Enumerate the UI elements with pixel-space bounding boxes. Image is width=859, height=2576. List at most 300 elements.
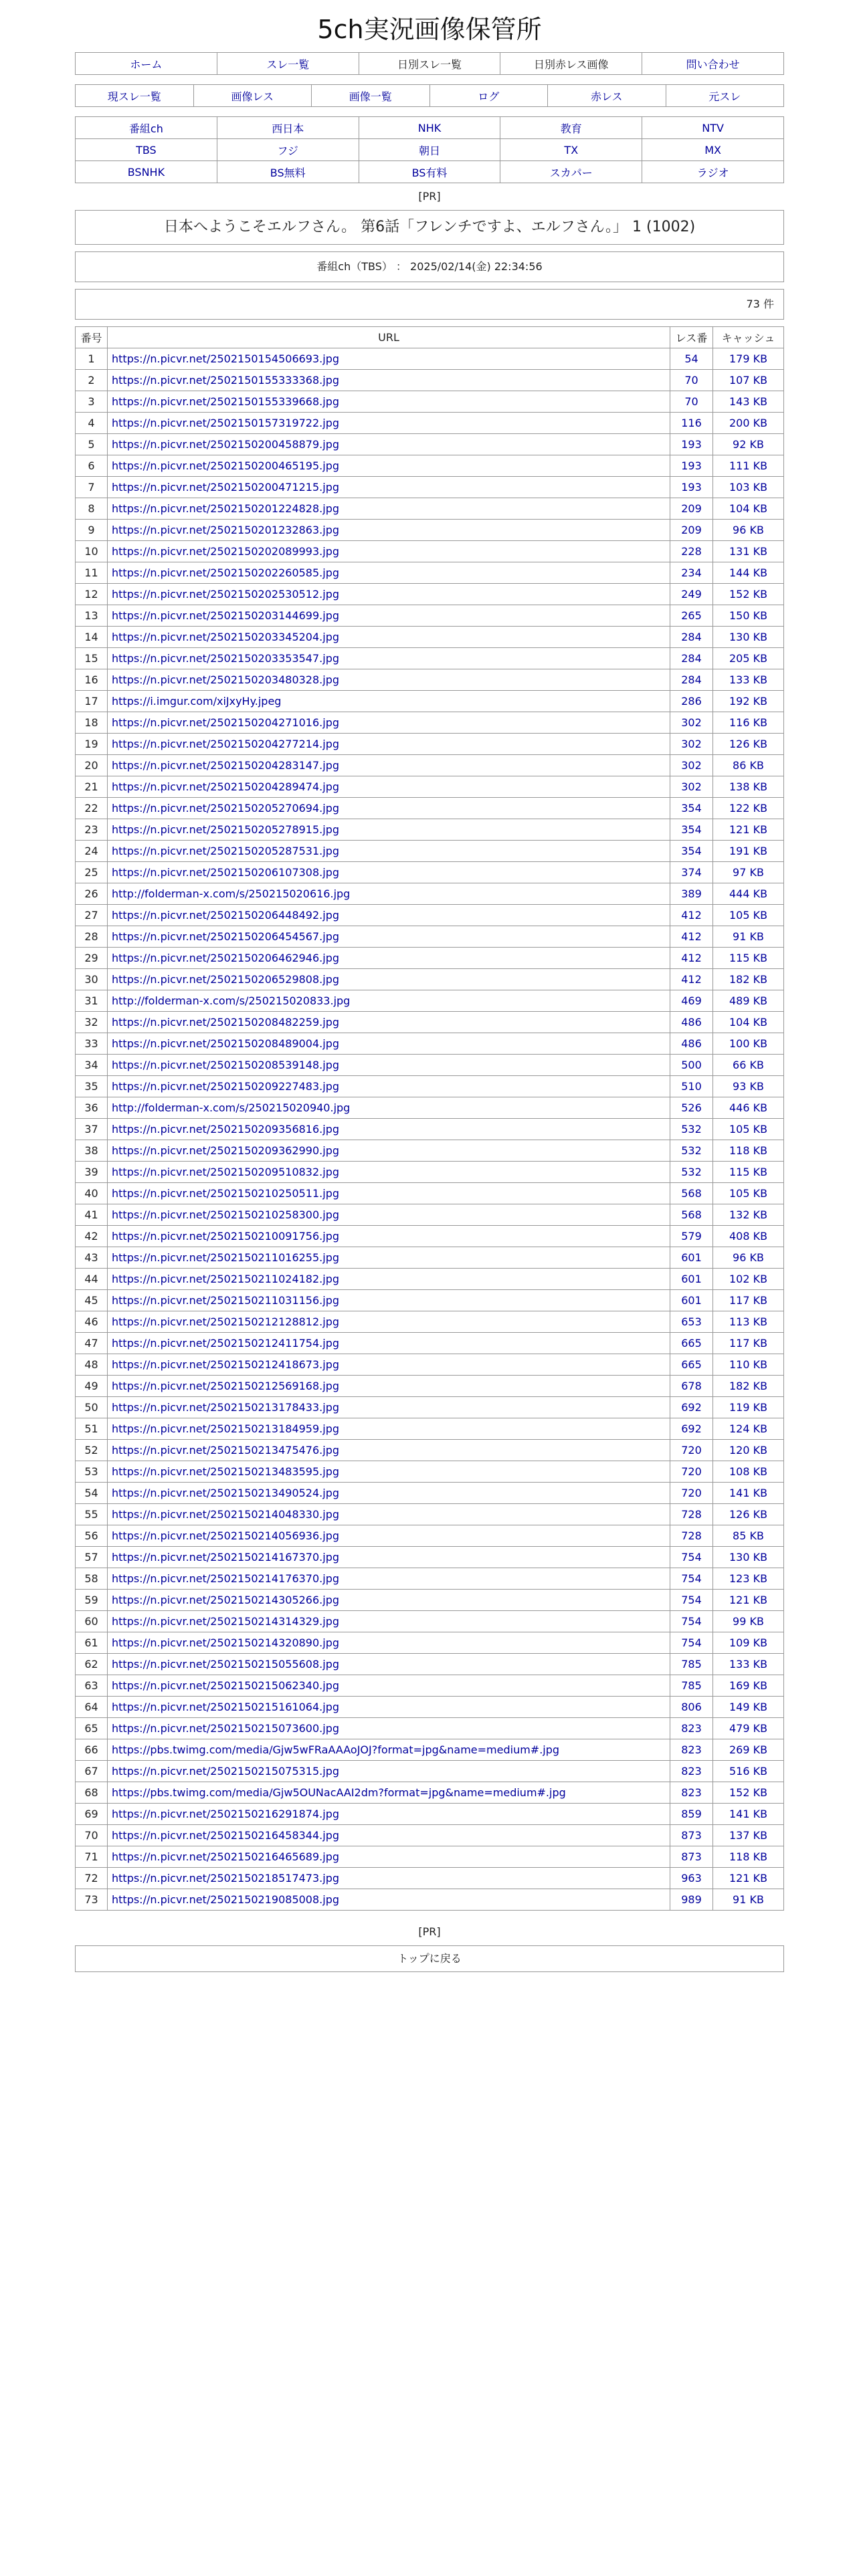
- res-number-link[interactable]: 754: [681, 1551, 702, 1564]
- res-number-link[interactable]: 389: [681, 887, 702, 900]
- table-row: [76, 413, 784, 434]
- image-url-link[interactable]: https://n.picvr.net/2502150209510832.jpg: [112, 1166, 340, 1178]
- channel-link[interactable]: 教育: [560, 122, 582, 135]
- res-number-link[interactable]: 692: [681, 1401, 702, 1414]
- row-res-cell: [670, 669, 713, 691]
- nav2-cell: [76, 85, 194, 107]
- image-url-link[interactable]: https://n.picvr.net/2502150202530512.jpg: [112, 588, 340, 601]
- res-number-link[interactable]: 785: [681, 1679, 702, 1692]
- nav1-item-5[interactable]: 問い合わせ: [686, 58, 740, 71]
- res-number-link[interactable]: 469: [681, 994, 702, 1007]
- row-number: 8: [76, 498, 108, 520]
- nav2-cell: [548, 85, 666, 107]
- cache-size-link[interactable]: 93 KB: [733, 1080, 764, 1093]
- channel-link[interactable]: MX: [704, 143, 721, 156]
- image-url-link[interactable]: https://n.picvr.net/2502150206529808.jpg: [112, 973, 340, 986]
- image-url-link[interactable]: https://n.picvr.net/2502150214314329.jpg: [112, 1615, 340, 1628]
- res-number-link[interactable]: 532: [681, 1123, 702, 1136]
- image-url-link[interactable]: https://n.picvr.net/2502150216458344.jpg: [112, 1829, 340, 1842]
- res-number-link[interactable]: 720: [681, 1487, 702, 1499]
- res-number-link[interactable]: 754: [681, 1572, 702, 1585]
- image-url-link[interactable]: https://n.picvr.net/2502150212128812.jpg: [112, 1315, 340, 1328]
- res-number-link[interactable]: 70: [684, 395, 698, 408]
- channel-link[interactable]: BS無料: [270, 166, 306, 179]
- row-res-cell: [670, 1440, 713, 1461]
- cache-size-link[interactable]: 105 KB: [729, 1123, 768, 1136]
- cache-size-link[interactable]: 111 KB: [729, 459, 768, 472]
- nav2-item-4[interactable]: ログ: [478, 90, 500, 103]
- cache-size-link[interactable]: 133 KB: [729, 673, 768, 686]
- image-url-link[interactable]: https://n.picvr.net/2502150155333368.jpg: [112, 374, 340, 387]
- nav2-item-5[interactable]: 赤レス: [590, 90, 623, 103]
- nav2-item-2[interactable]: 画像レス: [231, 90, 274, 103]
- cache-size-link[interactable]: 269 KB: [729, 1743, 768, 1756]
- image-url-link[interactable]: http://folderman-x.com/s/250215020616.jpg: [112, 887, 351, 900]
- image-url-link[interactable]: https://n.picvr.net/2502150213490524.jpg: [112, 1487, 340, 1499]
- row-res-cell: [670, 413, 713, 434]
- res-number-link[interactable]: 823: [681, 1722, 702, 1735]
- image-url-link[interactable]: https://n.picvr.net/2502150202260585.jpg: [112, 566, 340, 579]
- cache-size-link[interactable]: 192 KB: [729, 695, 768, 708]
- image-url-link[interactable]: https://n.picvr.net/2502150204289474.jpg: [112, 780, 340, 793]
- channel-link[interactable]: スカパー: [549, 166, 593, 179]
- cache-size-link[interactable]: 200 KB: [729, 417, 768, 429]
- row-url-cell: [108, 348, 670, 370]
- table-row: [76, 1097, 784, 1119]
- image-url-link[interactable]: https://n.picvr.net/2502150200471215.jpg: [112, 481, 340, 494]
- back-to-top-link[interactable]: トップに戻る: [397, 1952, 462, 1965]
- res-number-link[interactable]: 302: [681, 759, 702, 772]
- row-number: 70: [76, 1825, 108, 1846]
- image-url-link[interactable]: https://n.picvr.net/2502150203345204.jpg: [112, 631, 340, 643]
- cache-size-link[interactable]: 118 KB: [729, 1144, 768, 1157]
- cache-size-link[interactable]: 121 KB: [729, 823, 768, 836]
- nav1-cell: [642, 53, 784, 75]
- res-number-link[interactable]: 302: [681, 716, 702, 729]
- channel-link[interactable]: NTV: [702, 121, 724, 134]
- res-number-link[interactable]: 284: [681, 652, 702, 665]
- cache-size-link[interactable]: 104 KB: [729, 1016, 768, 1029]
- image-url-link[interactable]: https://n.picvr.net/2502150206462946.jpg: [112, 952, 340, 964]
- cache-size-link[interactable]: 85 KB: [733, 1529, 764, 1542]
- res-number-link[interactable]: 692: [681, 1422, 702, 1435]
- row-number: 53: [76, 1461, 108, 1483]
- table-row: [76, 1825, 784, 1846]
- image-url-link[interactable]: https://n.picvr.net/2502150215055608.jpg: [112, 1658, 340, 1671]
- image-url-link[interactable]: https://n.picvr.net/2502150205278915.jpg: [112, 823, 340, 836]
- res-number-link[interactable]: 193: [681, 438, 702, 451]
- row-number: 14: [76, 627, 108, 648]
- cache-size-link[interactable]: 408 KB: [729, 1230, 768, 1243]
- cache-size-link[interactable]: 96 KB: [733, 524, 764, 536]
- image-url-link[interactable]: https://n.picvr.net/2502150206107308.jpg: [112, 866, 340, 879]
- cache-size-link[interactable]: 115 KB: [729, 952, 768, 964]
- row-res-cell: [670, 969, 713, 990]
- image-url-link[interactable]: https://n.picvr.net/2502150214167370.jpg: [112, 1551, 340, 1564]
- res-number-link[interactable]: 989: [681, 1893, 702, 1906]
- image-url-link[interactable]: https://n.picvr.net/2502150216291874.jpg: [112, 1808, 340, 1820]
- image-url-link[interactable]: https://n.picvr.net/2502150211024182.jpg: [112, 1273, 340, 1285]
- image-url-link[interactable]: https://n.picvr.net/2502150215062340.jpg: [112, 1679, 340, 1692]
- cache-size-link[interactable]: 91 KB: [733, 930, 764, 943]
- image-url-link[interactable]: https://n.picvr.net/2502150205287531.jpg: [112, 845, 340, 857]
- nav1-item-4[interactable]: 日別赤レス画像: [534, 58, 609, 71]
- res-number-link[interactable]: 354: [681, 845, 702, 857]
- res-number-link[interactable]: 823: [681, 1765, 702, 1778]
- res-number-link[interactable]: 754: [681, 1636, 702, 1649]
- res-number-link[interactable]: 568: [681, 1208, 702, 1221]
- image-url-link[interactable]: https://n.picvr.net/2502150214176370.jpg: [112, 1572, 340, 1585]
- nav1-item-3[interactable]: 日別スレ一覧: [397, 58, 462, 71]
- res-number-link[interactable]: 70: [684, 374, 698, 387]
- res-number-link[interactable]: 859: [681, 1808, 702, 1820]
- table-row: [76, 1204, 784, 1226]
- image-url-link[interactable]: https://n.picvr.net/2502150215073600.jpg: [112, 1722, 340, 1735]
- row-cache-cell: [713, 1804, 784, 1825]
- cache-size-link[interactable]: 117 KB: [729, 1294, 768, 1307]
- res-number-link[interactable]: 249: [681, 588, 702, 601]
- cache-size-link[interactable]: 130 KB: [729, 631, 768, 643]
- image-url-link[interactable]: https://n.picvr.net/2502150206454567.jpg: [112, 930, 340, 943]
- res-number-link[interactable]: 665: [681, 1358, 702, 1371]
- image-url-link[interactable]: https://n.picvr.net/2502150203353547.jpg: [112, 652, 340, 665]
- row-url-cell: [108, 969, 670, 990]
- res-number-link[interactable]: 963: [681, 1872, 702, 1885]
- cache-size-link[interactable]: 191 KB: [729, 845, 768, 857]
- res-number-link[interactable]: 653: [681, 1315, 702, 1328]
- res-number-link[interactable]: 209: [681, 502, 702, 515]
- row-res-cell: [670, 990, 713, 1012]
- image-url-link[interactable]: https://n.picvr.net/2502150201232863.jpg: [112, 524, 340, 536]
- res-number-link[interactable]: 678: [681, 1380, 702, 1392]
- res-number-link[interactable]: 532: [681, 1144, 702, 1157]
- table-row: [76, 370, 784, 391]
- row-cache-cell: [713, 477, 784, 498]
- cache-size-link[interactable]: 117 KB: [729, 1337, 768, 1350]
- row-number: 42: [76, 1226, 108, 1247]
- image-url-link[interactable]: https://n.picvr.net/2502150210250511.jpg: [112, 1187, 340, 1200]
- cache-size-link[interactable]: 133 KB: [729, 1658, 768, 1671]
- res-number-link[interactable]: 754: [681, 1594, 702, 1606]
- channel-link[interactable]: TBS: [136, 143, 157, 156]
- cache-size-link[interactable]: 122 KB: [729, 802, 768, 815]
- channel-link[interactable]: NHK: [417, 121, 442, 134]
- image-url-link[interactable]: https://n.picvr.net/2502150214048330.jpg: [112, 1508, 340, 1521]
- cache-size-link[interactable]: 152 KB: [729, 588, 768, 601]
- res-number-link[interactable]: 728: [681, 1508, 702, 1521]
- cache-size-link[interactable]: 121 KB: [729, 1872, 768, 1885]
- row-cache-cell: [713, 883, 784, 905]
- row-res-cell: [670, 1804, 713, 1825]
- cache-size-link[interactable]: 489 KB: [729, 994, 768, 1007]
- site-title[interactable]: 5ch実況画像保管所: [317, 15, 542, 44]
- image-url-link[interactable]: https://n.picvr.net/2502150213475476.jpg: [112, 1444, 340, 1457]
- table-row: [76, 1568, 784, 1590]
- row-url-cell: [108, 862, 670, 883]
- res-number-link[interactable]: 412: [681, 952, 702, 964]
- res-number-link[interactable]: 665: [681, 1337, 702, 1350]
- res-number-link[interactable]: 302: [681, 738, 702, 750]
- image-url-link[interactable]: https://n.picvr.net/2502150215161064.jpg: [112, 1701, 340, 1713]
- image-url-link[interactable]: https://n.picvr.net/2502150213483595.jpg: [112, 1465, 340, 1478]
- header-res: レス番: [670, 327, 713, 348]
- row-res-cell: [670, 477, 713, 498]
- image-url-link[interactable]: https://n.picvr.net/2502150214320890.jpg: [112, 1636, 340, 1649]
- image-url-link[interactable]: https://n.picvr.net/2502150214305266.jpg: [112, 1594, 340, 1606]
- res-number-link[interactable]: 284: [681, 673, 702, 686]
- image-url-link[interactable]: https://n.picvr.net/2502150204271016.jpg: [112, 716, 340, 729]
- res-number-link[interactable]: 728: [681, 1529, 702, 1542]
- image-url-link[interactable]: https://n.picvr.net/2502150204283147.jpg: [112, 759, 340, 772]
- res-number-link[interactable]: 284: [681, 631, 702, 643]
- res-number-link[interactable]: 601: [681, 1251, 702, 1264]
- nav2-item-3[interactable]: 画像一覧: [349, 90, 392, 103]
- image-url-link[interactable]: https://n.picvr.net/2502150200458879.jpg: [112, 438, 340, 451]
- res-number-link[interactable]: 228: [681, 545, 702, 558]
- res-number-link[interactable]: 354: [681, 802, 702, 815]
- channel-cell: [642, 139, 784, 161]
- res-number-link[interactable]: 354: [681, 823, 702, 836]
- row-url-cell: [108, 755, 670, 776]
- res-number-link[interactable]: 116: [681, 417, 702, 429]
- res-number-link[interactable]: 412: [681, 930, 702, 943]
- cache-size-link[interactable]: 182 KB: [729, 1380, 768, 1392]
- image-url-link[interactable]: https://n.picvr.net/2502150200465195.jpg: [112, 459, 340, 472]
- channel-link[interactable]: 朝日: [418, 144, 440, 157]
- image-url-link[interactable]: https://n.picvr.net/2502150209356816.jpg: [112, 1123, 340, 1136]
- res-number-link[interactable]: 601: [681, 1294, 702, 1307]
- channel-link[interactable]: TX: [564, 143, 579, 156]
- row-url-cell: [108, 1033, 670, 1055]
- cache-size-link[interactable]: 108 KB: [729, 1465, 768, 1478]
- image-url-link[interactable]: https://n.picvr.net/2502150208482259.jpg: [112, 1016, 340, 1029]
- cache-size-link[interactable]: 152 KB: [729, 1786, 768, 1799]
- nav1-item-1[interactable]: ホーム: [130, 58, 163, 71]
- cache-size-link[interactable]: 96 KB: [733, 1251, 764, 1264]
- table-row: [76, 584, 784, 605]
- image-url-link[interactable]: https://n.picvr.net/2502150210091756.jpg: [112, 1230, 340, 1243]
- cache-size-link[interactable]: 516 KB: [729, 1765, 768, 1778]
- cache-size-link[interactable]: 123 KB: [729, 1572, 768, 1585]
- image-url-link[interactable]: https://i.imgur.com/xiJxyHy.jpeg: [112, 695, 282, 708]
- cache-size-link[interactable]: 144 KB: [729, 566, 768, 579]
- res-number-link[interactable]: 785: [681, 1658, 702, 1671]
- row-res-cell: [670, 1012, 713, 1033]
- cache-size-link[interactable]: 137 KB: [729, 1829, 768, 1842]
- cache-size-link[interactable]: 182 KB: [729, 973, 768, 986]
- res-number-link[interactable]: 193: [681, 459, 702, 472]
- cache-size-link[interactable]: 149 KB: [729, 1701, 768, 1713]
- res-number-link[interactable]: 532: [681, 1166, 702, 1178]
- cache-size-link[interactable]: 141 KB: [729, 1808, 768, 1820]
- res-number-link[interactable]: 720: [681, 1465, 702, 1478]
- res-number-link[interactable]: 265: [681, 609, 702, 622]
- image-url-link[interactable]: https://n.picvr.net/2502150203480328.jpg: [112, 673, 340, 686]
- cache-size-link[interactable]: 105 KB: [729, 1187, 768, 1200]
- table-row: [76, 905, 784, 926]
- table-row: [76, 1889, 784, 1911]
- cache-size-link[interactable]: 91 KB: [733, 1893, 764, 1906]
- image-url-link[interactable]: https://pbs.twimg.com/media/Gjw5wFRaAAAoJOJ?format=jpg&name=medium#.jpg: [112, 1743, 560, 1756]
- cache-size-link[interactable]: 115 KB: [729, 1166, 768, 1178]
- image-url-link[interactable]: https://n.picvr.net/2502150212411754.jpg: [112, 1337, 340, 1350]
- channel-link[interactable]: フジ: [277, 144, 298, 157]
- channel-link[interactable]: BS有料: [411, 166, 448, 179]
- cache-size-link[interactable]: 104 KB: [729, 502, 768, 515]
- cache-size-link[interactable]: 126 KB: [729, 738, 768, 750]
- cache-size-link[interactable]: 121 KB: [729, 1594, 768, 1606]
- row-url-cell: [108, 434, 670, 455]
- nav1-item-2[interactable]: スレ一覧: [266, 58, 310, 71]
- res-number-link[interactable]: 234: [681, 566, 702, 579]
- image-url-link[interactable]: https://n.picvr.net/2502150205270694.jpg: [112, 802, 340, 815]
- image-url-link[interactable]: https://n.picvr.net/2502150209362990.jpg: [112, 1144, 340, 1157]
- cache-size-link[interactable]: 124 KB: [729, 1422, 768, 1435]
- nav2-item-1[interactable]: 現スレ一覧: [107, 90, 161, 103]
- cache-size-link[interactable]: 107 KB: [729, 374, 768, 387]
- image-url-link[interactable]: https://n.picvr.net/2502150157319722.jpg: [112, 417, 340, 429]
- res-number-link[interactable]: 412: [681, 909, 702, 922]
- row-number: 4: [76, 413, 108, 434]
- image-url-link[interactable]: https://n.picvr.net/2502150206448492.jpg: [112, 909, 340, 922]
- cache-size-link[interactable]: 446 KB: [729, 1101, 768, 1114]
- image-url-link[interactable]: https://n.picvr.net/2502150218517473.jpg: [112, 1872, 340, 1885]
- cache-size-link[interactable]: 102 KB: [729, 1273, 768, 1285]
- cache-size-link[interactable]: 97 KB: [733, 866, 764, 879]
- res-number-link[interactable]: 601: [681, 1273, 702, 1285]
- cache-size-link[interactable]: 100 KB: [729, 1037, 768, 1050]
- table-row: [76, 926, 784, 948]
- res-number-link[interactable]: 579: [681, 1230, 702, 1243]
- row-cache-cell: [713, 1290, 784, 1311]
- cache-size-link[interactable]: 141 KB: [729, 1487, 768, 1499]
- cache-size-link[interactable]: 169 KB: [729, 1679, 768, 1692]
- cache-size-link[interactable]: 86 KB: [733, 759, 764, 772]
- cache-size-link[interactable]: 66 KB: [733, 1059, 764, 1071]
- res-number-link[interactable]: 302: [681, 780, 702, 793]
- image-url-link[interactable]: https://n.picvr.net/2502150214056936.jpg: [112, 1529, 340, 1542]
- row-number: 63: [76, 1675, 108, 1697]
- res-number-link[interactable]: 526: [681, 1101, 702, 1114]
- cache-size-link[interactable]: 99 KB: [733, 1615, 764, 1628]
- image-url-link[interactable]: https://n.picvr.net/2502150155339668.jpg: [112, 395, 340, 408]
- image-url-link[interactable]: http://folderman-x.com/s/250215020833.jpg: [112, 994, 351, 1007]
- image-url-link[interactable]: https://n.picvr.net/2502150208539148.jpg: [112, 1059, 340, 1071]
- res-number-link[interactable]: 193: [681, 481, 702, 494]
- res-number-link[interactable]: 568: [681, 1187, 702, 1200]
- cache-size-link[interactable]: 103 KB: [729, 481, 768, 494]
- res-number-link[interactable]: 500: [681, 1059, 702, 1071]
- image-url-link[interactable]: https://n.picvr.net/2502150211031156.jpg: [112, 1294, 340, 1307]
- image-url-link[interactable]: https://n.picvr.net/2502150215075315.jpg: [112, 1765, 340, 1778]
- res-number-link[interactable]: 873: [681, 1850, 702, 1863]
- table-row: [76, 669, 784, 691]
- image-url-link[interactable]: https://n.picvr.net/2502150216465689.jpg: [112, 1850, 340, 1863]
- res-number-link[interactable]: 374: [681, 866, 702, 879]
- image-url-link[interactable]: https://n.picvr.net/2502150212569168.jpg: [112, 1380, 340, 1392]
- res-number-link[interactable]: 486: [681, 1037, 702, 1050]
- image-url-link[interactable]: https://n.picvr.net/2502150212418673.jpg: [112, 1358, 340, 1371]
- res-number-link[interactable]: 806: [681, 1701, 702, 1713]
- image-url-link[interactable]: https://n.picvr.net/2502150213178433.jpg: [112, 1401, 340, 1414]
- row-url-cell: [108, 627, 670, 648]
- image-url-link[interactable]: http://folderman-x.com/s/250215020940.jpg: [112, 1101, 351, 1114]
- row-url-cell: [108, 1675, 670, 1697]
- res-number-link[interactable]: 720: [681, 1444, 702, 1457]
- res-number-link[interactable]: 754: [681, 1615, 702, 1628]
- cache-size-link[interactable]: 143 KB: [729, 395, 768, 408]
- cache-size-link[interactable]: 109 KB: [729, 1636, 768, 1649]
- image-url-link[interactable]: https://n.picvr.net/2502150154506693.jpg: [112, 352, 340, 365]
- channel-link[interactable]: 番組ch: [128, 122, 163, 135]
- row-cache-cell: [713, 969, 784, 990]
- image-url-link[interactable]: https://n.picvr.net/2502150213184959.jpg: [112, 1422, 340, 1435]
- image-url-link[interactable]: https://n.picvr.net/2502150219085008.jpg: [112, 1893, 340, 1906]
- cache-size-link[interactable]: 138 KB: [729, 780, 768, 793]
- res-number-link[interactable]: 873: [681, 1829, 702, 1842]
- res-number-link[interactable]: 412: [681, 973, 702, 986]
- row-number: 44: [76, 1269, 108, 1290]
- cache-size-link[interactable]: 105 KB: [729, 909, 768, 922]
- cache-size-link[interactable]: 120 KB: [729, 1444, 768, 1457]
- res-number-link[interactable]: 823: [681, 1786, 702, 1799]
- cache-size-link[interactable]: 113 KB: [729, 1315, 768, 1328]
- cache-size-link[interactable]: 205 KB: [729, 652, 768, 665]
- channel-link[interactable]: BSNHK: [127, 165, 165, 179]
- image-url-link[interactable]: https://n.picvr.net/2502150209227483.jpg: [112, 1080, 340, 1093]
- channel-link[interactable]: 西日本: [272, 122, 304, 135]
- image-url-link[interactable]: https://n.picvr.net/2502150203144699.jpg: [112, 609, 340, 622]
- cache-size-link[interactable]: 131 KB: [729, 545, 768, 558]
- nav2-item-6[interactable]: 元スレ: [708, 90, 741, 103]
- cache-size-link[interactable]: 132 KB: [729, 1208, 768, 1221]
- cache-size-link[interactable]: 479 KB: [729, 1722, 768, 1735]
- channel-link[interactable]: ラジオ: [696, 166, 729, 179]
- channel-cell: [217, 161, 359, 183]
- image-url-link[interactable]: https://pbs.twimg.com/media/Gjw5OUNacAAI2dm?format=jpg&name=medium#.jpg: [112, 1786, 566, 1799]
- res-number-link[interactable]: 54: [684, 352, 698, 365]
- row-url-cell: [108, 1012, 670, 1033]
- row-url-cell: [108, 1226, 670, 1247]
- image-url-link[interactable]: https://n.picvr.net/2502150202089993.jpg: [112, 545, 340, 558]
- cache-size-link[interactable]: 119 KB: [729, 1401, 768, 1414]
- cache-size-link[interactable]: 116 KB: [729, 716, 768, 729]
- cache-size-link[interactable]: 92 KB: [733, 438, 764, 451]
- image-url-link[interactable]: https://n.picvr.net/2502150210258300.jpg: [112, 1208, 340, 1221]
- cache-size-link[interactable]: 150 KB: [729, 609, 768, 622]
- res-number-link[interactable]: 486: [681, 1016, 702, 1029]
- image-url-link[interactable]: https://n.picvr.net/2502150211016255.jpg: [112, 1251, 340, 1264]
- res-number-link[interactable]: 209: [681, 524, 702, 536]
- image-url-link[interactable]: https://n.picvr.net/2502150201224828.jpg: [112, 502, 340, 515]
- cache-size-link[interactable]: 118 KB: [729, 1850, 768, 1863]
- cache-size-link[interactable]: 110 KB: [729, 1358, 768, 1371]
- cache-size-link[interactable]: 444 KB: [729, 887, 768, 900]
- row-number: 20: [76, 755, 108, 776]
- row-cache-cell: [713, 1654, 784, 1675]
- res-number-link[interactable]: 286: [681, 695, 702, 708]
- cache-size-link[interactable]: 179 KB: [729, 352, 768, 365]
- image-url-link[interactable]: https://n.picvr.net/2502150208489004.jpg: [112, 1037, 340, 1050]
- row-cache-cell: [713, 413, 784, 434]
- cache-size-link[interactable]: 126 KB: [729, 1508, 768, 1521]
- image-url-link[interactable]: https://n.picvr.net/2502150204277214.jpg: [112, 738, 340, 750]
- cache-size-link[interactable]: 130 KB: [729, 1551, 768, 1564]
- table-row: [76, 1483, 784, 1504]
- table-row: [76, 1183, 784, 1204]
- res-number-link[interactable]: 823: [681, 1743, 702, 1756]
- res-number-link[interactable]: 510: [681, 1080, 702, 1093]
